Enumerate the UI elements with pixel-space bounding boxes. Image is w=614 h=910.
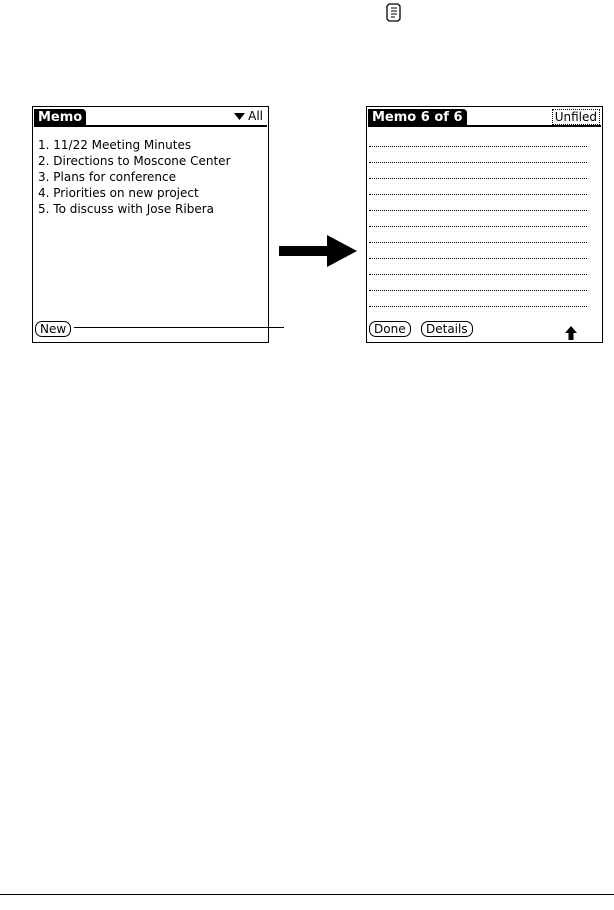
note-line <box>369 258 587 259</box>
memo-pad-icon <box>385 2 403 22</box>
memo-list-title: Memo <box>34 109 86 126</box>
done-button[interactable]: Done <box>369 321 411 337</box>
title-underline <box>34 125 267 127</box>
category-selector[interactable]: Unfiled <box>552 109 600 125</box>
note-line <box>369 210 587 211</box>
note-line <box>369 162 587 163</box>
note-line <box>369 242 587 243</box>
details-button[interactable]: Details <box>421 321 473 337</box>
memo-edit-screen <box>366 106 603 343</box>
up-arrow-icon[interactable] <box>565 325 577 339</box>
category-label: All <box>248 109 263 123</box>
triangle-down-icon <box>234 109 245 124</box>
memo-edit-title: Memo 6 of 6 <box>368 109 467 126</box>
right-arrow-icon <box>279 234 359 268</box>
list-item[interactable]: 1. 11/22 Meeting Minutes <box>38 138 192 152</box>
memo-list <box>38 137 231 217</box>
note-line <box>369 290 587 291</box>
note-line <box>369 178 587 179</box>
note-line <box>369 306 587 307</box>
category-selector[interactable] <box>234 109 263 124</box>
note-line <box>369 194 587 195</box>
memo-list-screen <box>32 106 269 343</box>
page-footer-rule <box>0 894 614 895</box>
list-item[interactable]: 2. Directions to Moscone Center <box>38 154 231 168</box>
list-item[interactable]: 5. To discuss with Jose Ribera <box>38 202 215 216</box>
note-line <box>369 146 587 147</box>
list-item[interactable]: 4. Priorities on new project <box>38 186 199 200</box>
new-button[interactable]: New <box>35 321 71 337</box>
note-line <box>369 274 587 275</box>
list-item[interactable]: 3. Plans for conference <box>38 170 176 184</box>
callout-line <box>74 327 284 328</box>
note-line <box>369 226 587 227</box>
title-underline <box>368 125 601 127</box>
